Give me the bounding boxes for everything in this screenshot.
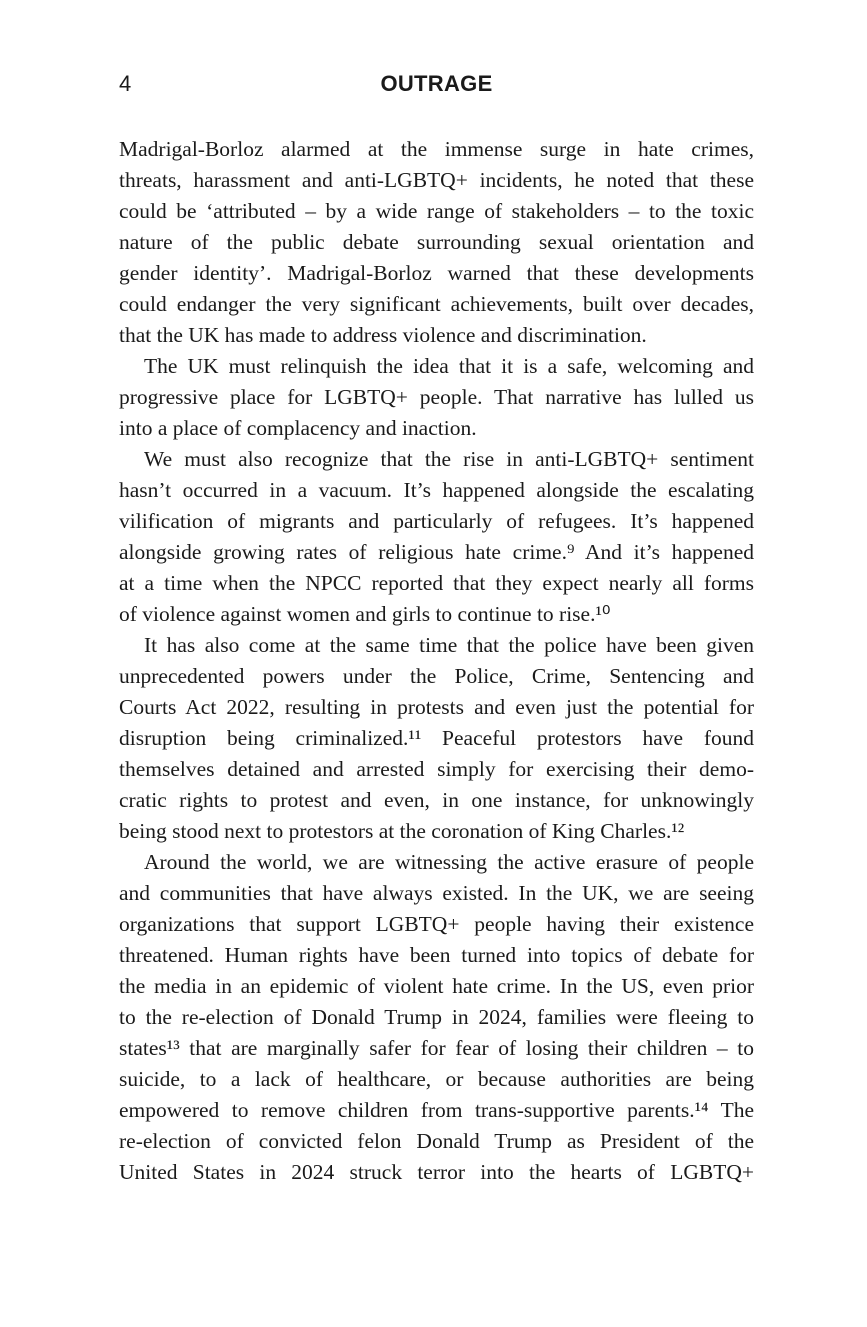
- text-line: themselves detained and arrested simply for exercising their demo-: [119, 757, 754, 781]
- text-line: Courts Act 2022, resulting in protests and even just the potential for: [119, 695, 754, 719]
- text-line: being stood next to protestors at the coronation of King Charles.¹²: [119, 819, 685, 843]
- text-line: could endanger the very significant achievements, built over decades,: [119, 292, 754, 316]
- text-line: Madrigal-Borloz alarmed at the immense surge in hate crimes,: [119, 137, 754, 161]
- text-line: to the re-election of Donald Trump in 2024, families were fleeing to: [119, 1005, 754, 1029]
- text-line: We must also recognize that the rise in anti-LGBTQ+ sentiment: [144, 447, 754, 471]
- text-line: states¹³ that are marginally safer for fear of losing their children – to: [119, 1036, 754, 1060]
- text-line: of violence against women and girls to continue to rise.¹⁰: [119, 602, 611, 626]
- text-line: cratic rights to protest and even, in one instance, for unknowingly: [119, 788, 754, 812]
- text-line: alongside growing rates of religious hate crime.⁹ And it’s happened: [119, 540, 754, 564]
- text-line: nature of the public debate surrounding sexual orientation and: [119, 230, 754, 254]
- text-line: empowered to remove children from trans-supportive parents.¹⁴ The: [119, 1098, 754, 1122]
- text-line: organizations that support LGBTQ+ people having their existence: [119, 912, 754, 936]
- text-line: into a place of complacency and inaction.: [119, 416, 477, 440]
- text-line: progressive place for LGBTQ+ people. That narrative has lulled us: [119, 385, 754, 409]
- text-line: unprecedented powers under the Police, Crime, Sentencing and: [119, 664, 754, 688]
- text-line: threatened. Human rights have been turned into topics of debate for: [119, 943, 754, 967]
- text-line: suicide, to a lack of healthcare, or because authorities are being: [119, 1067, 754, 1091]
- text-line: and communities that have always existed. In the UK, we are seeing: [119, 881, 754, 905]
- text-line: threats, harassment and anti-LGBTQ+ incidents, he noted that these: [119, 168, 754, 192]
- running-head-title: OUTRAGE: [380, 71, 493, 96]
- text-line: could be ‘attributed – by a wide range of stakeholders – to the toxic: [119, 199, 754, 223]
- page-number: 4: [119, 71, 132, 96]
- text-line: re-election of convicted felon Donald Trump as President of the: [119, 1129, 754, 1153]
- text-line: that the UK has made to address violence and discrimination.: [119, 323, 647, 347]
- text-line: the media in an epidemic of violent hate crime. In the US, even prior: [119, 974, 754, 998]
- body-text: [119, 134, 754, 1188]
- text-line: The UK must relinquish the idea that it is a safe, welcoming and: [144, 354, 754, 378]
- text-line: disruption being criminalized.¹¹ Peaceful protestors have found: [119, 726, 754, 750]
- text-line: Around the world, we are witnessing the active erasure of people: [144, 850, 754, 874]
- page-header: [119, 68, 754, 100]
- text-line: hasn’t occurred in a vacuum. It’s happened alongside the escalating: [119, 478, 754, 502]
- text-line: United States in 2024 struck terror into the hearts of LGBTQ+: [119, 1160, 754, 1184]
- text-line: It has also come at the same time that the police have been given: [144, 633, 754, 657]
- text-line: gender identity’. Madrigal-Borloz warned that these developments: [119, 261, 754, 285]
- text-line: vilification of migrants and particularly of refugees. It’s happened: [119, 509, 754, 533]
- text-line: at a time when the NPCC reported that they expect nearly all forms: [119, 571, 754, 595]
